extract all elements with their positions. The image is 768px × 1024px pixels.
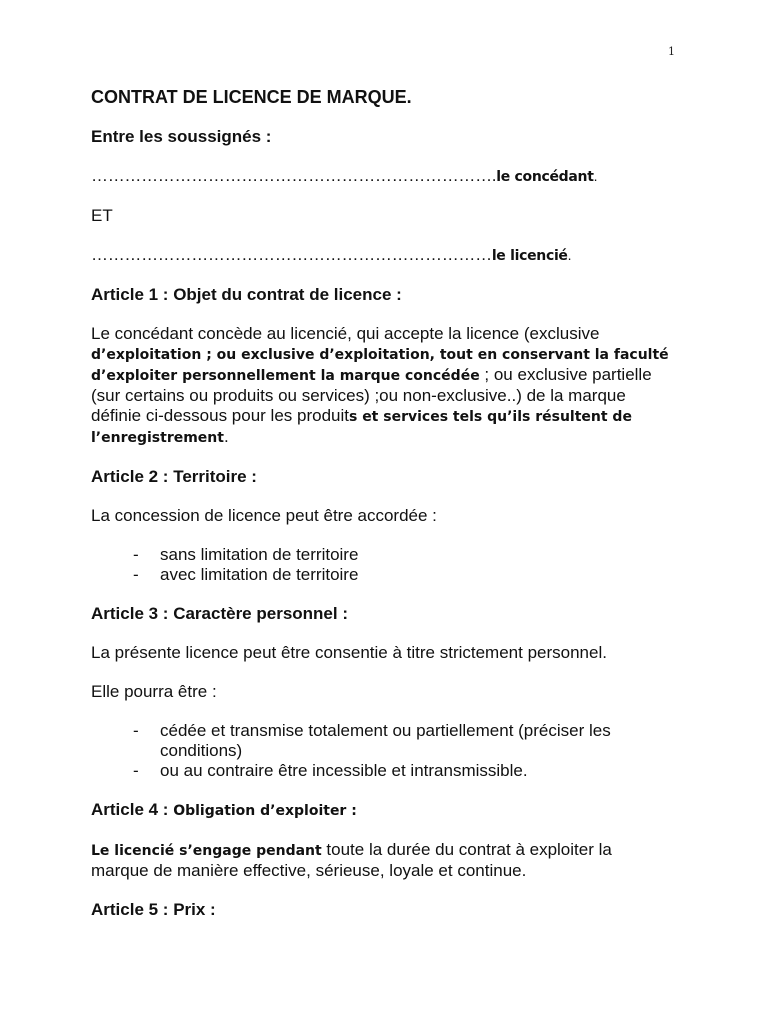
licensor-end: . bbox=[593, 168, 598, 184]
article-4-text bbox=[91, 840, 671, 881]
article-4-heading bbox=[91, 800, 671, 821]
parties-heading: Entre les soussignés : bbox=[91, 127, 272, 146]
article-2-heading: Article 2 : Territoire : bbox=[91, 467, 257, 486]
article-1-heading: Article 1 : Objet du contrat de licence : bbox=[91, 285, 402, 304]
page-number: 1 bbox=[668, 45, 675, 58]
document-body bbox=[91, 86, 671, 939]
article-5-heading: Article 5 : Prix : bbox=[91, 900, 216, 919]
article-3-text-1: La présente licence peut être consentie à titre strictement personnel. bbox=[91, 643, 607, 662]
article-1-text-d: s et services tels qu’ils résultent de l’enregistrement bbox=[91, 409, 632, 446]
licensor-role: le concédant bbox=[496, 169, 594, 185]
article-1-text bbox=[91, 324, 671, 448]
article-1-text-b: d’exploitation ; ou exclusive d’exploitation, tout en conservant la faculté d’exploiter personnellement la marque concédée bbox=[91, 347, 669, 384]
list-item: - cédée et transmise totalement ou partiellement (préciser les conditions) bbox=[133, 721, 671, 761]
article-2-intro: La concession de licence peut être accordée : bbox=[91, 506, 437, 525]
article-4-text-bold: Le licencié s’engage pendant bbox=[91, 843, 322, 859]
article-1-text-a: Le concédant concède au licencié, qui accepte la licence (exclusive bbox=[91, 324, 600, 343]
article-3-text-2: Elle pourra être : bbox=[91, 682, 217, 701]
licensee-role: le licencié bbox=[491, 248, 568, 264]
list-item: - ou au contraire être incessible et intransmissible. bbox=[133, 761, 671, 781]
licensor-placeholder-dots: ………………………………………………………………. bbox=[91, 166, 497, 185]
article-1-text-c: ; ou exclusive partielle (sur certains ou produits ou services) ;ou non-exclusive..) de la marque définie ci-dessous pour les produit bbox=[91, 365, 652, 425]
party-licensee-line bbox=[91, 245, 671, 266]
licensee-placeholder-dots: ……………………………………………………………… bbox=[91, 245, 492, 264]
article-3-list bbox=[91, 721, 671, 781]
parties-separator: ET bbox=[91, 206, 113, 225]
article-2-list bbox=[91, 545, 671, 585]
party-licensor-line bbox=[91, 166, 671, 187]
article-1-text-e: . bbox=[223, 427, 229, 446]
article-4-heading-number: Article 4 : bbox=[91, 800, 174, 819]
document-title: CONTRAT DE LICENCE DE MARQUE. bbox=[91, 87, 412, 107]
list-item: - sans limitation de territoire bbox=[133, 545, 671, 565]
article-4-text-rest: toute la durée du contrat à exploiter la marque de manière effective, sérieuse, loyale et continue. bbox=[91, 840, 612, 880]
article-3-heading: Article 3 : Caractère personnel : bbox=[91, 604, 348, 623]
article-4-heading-title: Obligation d’exploiter : bbox=[173, 803, 357, 819]
licensee-end: . bbox=[567, 247, 572, 263]
list-item: - avec limitation de territoire bbox=[133, 565, 671, 585]
